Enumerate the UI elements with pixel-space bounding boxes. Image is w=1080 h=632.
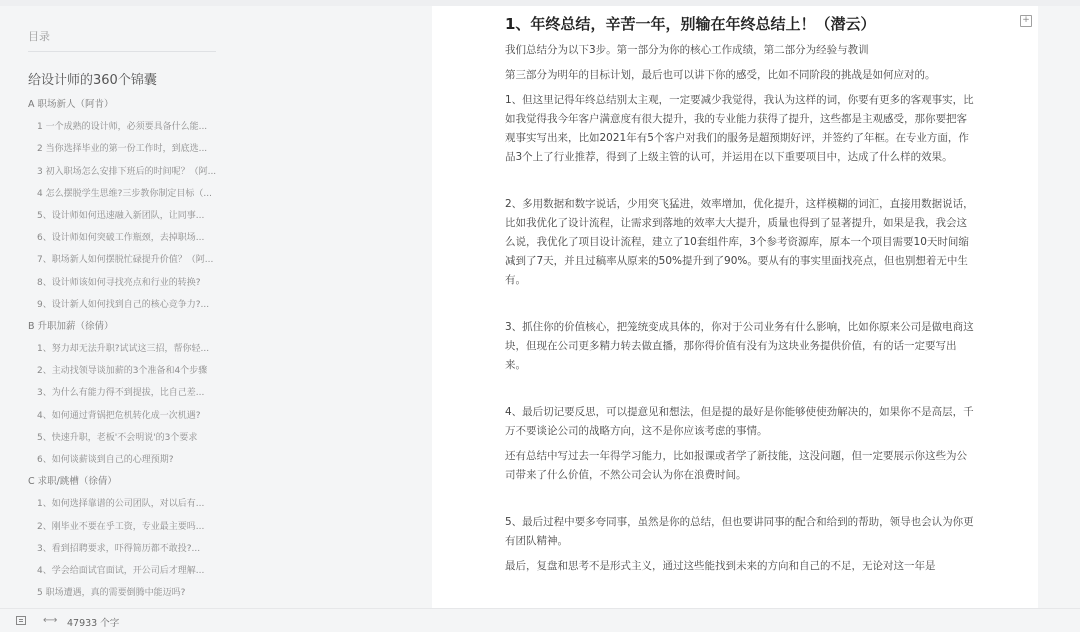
toc-heading[interactable]: 给设计师的360个锦囊 [28, 73, 157, 88]
toc-item[interactable]: 7、职场新人如何摆脱忙碌提升价值？（阿... [37, 255, 214, 266]
doc-heading: 1、年终总结，辛苦一年，别输在年终总结上！（潜云） [505, 15, 876, 33]
paragraph: 我们总结分为以下3步。第一部分为你的核心工作成绩，第二部分为经验与教训 [505, 44, 869, 56]
toc-item[interactable]: 2、刚毕业不要在乎工资，专业最主要吗... [37, 521, 205, 532]
toc-item[interactable]: 6、设计师如何突破工作瓶颈，去掉职场... [37, 233, 205, 244]
paragraph: 5、最后过程中要多夸同事，虽然是你的总结，但也要讲同事的配合和给到的帮助，领导也会认为你更有团队精神。 [505, 516, 974, 547]
toc-item[interactable]: 1 一个成熟的设计师，必须要具备什么能... [37, 122, 208, 133]
paragraph: 3、抓住你的价值核心，把笼统变成具体的，你对于公司业务有什么影响，比如你原来公司是做电商这块，但现在公司更多精力转去做直播，那你得价值有没有为这块业务提供价值，有的话一定要写出来。 [505, 321, 974, 371]
toc-section[interactable]: C 求职/跳槽（徐倩） [28, 476, 117, 488]
paragraph-gap [505, 491, 975, 513]
toc-item[interactable]: 2 当你选择毕业的第一份工作时，到底选... [37, 144, 208, 155]
toc-item[interactable]: 1、如何选择靠谱的公司团队，对以后有... [37, 499, 205, 510]
toc-item[interactable]: 6、如何谈薪谈到自己的心理预期? [37, 455, 174, 465]
paragraph: 第三部分为明年的目标计划，最后也可以讲下你的感受，比如不同阶段的挑战是如何应对的。 [505, 69, 936, 81]
paragraph-gap [505, 381, 975, 403]
paragraph-gap [505, 173, 975, 195]
paragraph: 2、多用数据和数字说话，少用突飞猛进，效率增加，优化提升，这样模糊的词汇，直接用数据说话，比如我优化了设计流程，让需求到落地的效率大大提升，质量也得到了显著提升，如果是我，我会这么说，我优化了项目设计流程，建立了10套组件库，3个参考资源库，原本一个项目需要10天时间缩减到了7天，并且过稿率从原来的50%提升到了90%。要从有的事实里面找亮点，但也别想着无中生有。 [505, 198, 974, 286]
toc-section[interactable]: A 职场新人（阿肯） [28, 99, 114, 110]
outline-icon[interactable] [16, 616, 26, 625]
paragraph: 最后，复盘和思考不是形式主义，通过这些能找到未来的方向和自己的不足，无论对这一年是 [505, 560, 936, 572]
doc-body [505, 41, 975, 582]
paragraph: 1、但这里记得年终总结别太主观，一定要减少我觉得，我认为这样的词，你要有更多的客观事实，比如我觉得我今年客户满意度有很大提升，我的专业能力获得了提升，这些都是主观感受，那你要把客观事实写出来，比如2021年有5个客户对我们的服务是超预期好评，并签约了年框。在专业方面，作品3个上了行业推荐，得到了上级主管的认可，并运用在以下重要项目中，达成了什么样的效果。 [505, 94, 974, 163]
toc-item[interactable]: 3、为什么有能力得不到提拔，比自己差... [37, 388, 205, 399]
toc-item[interactable]: 3 初入职场怎么安排下班后的时间呢？（阿... [37, 166, 217, 177]
paragraph-gap [505, 296, 975, 318]
toc-sidebar [0, 6, 432, 608]
document-area [432, 6, 1038, 608]
toc-title: 目录 [28, 30, 50, 43]
toc-item[interactable]: 5、快速升职，老板'不会明说'的3个要求 [37, 432, 198, 443]
toc-item[interactable]: 5 职场遭遇，真的需要倒腾中能迈吗? [37, 588, 186, 599]
toc-item[interactable]: 8、设计师该如何寻找亮点和行业的转换? [37, 277, 201, 288]
expand-icon[interactable]: + [1020, 15, 1032, 27]
paragraph: 还有总结中写过去一年得学习能力，比如报课或者学了新技能，这没问题，但一定要展示你这些为公司带来了什么价值，不然公司会认为你在浪费时间。 [505, 450, 967, 481]
toc-section[interactable]: B 升职加薪（徐倩） [28, 320, 114, 332]
toc-item[interactable]: 4、如何通过背锅把危机转化成一次机遇? [37, 410, 201, 421]
toc-item[interactable]: 4、学会给面试官面试，开公司后才理解... [37, 565, 205, 576]
toc-divider [28, 51, 216, 52]
toc-item[interactable]: 5、设计师如何迅速融入新团队，让同事... [37, 210, 205, 221]
toc-item[interactable]: 3、看到招聘要求，吓得简历都不敢投?... [37, 543, 201, 554]
status-bar [0, 608, 1080, 632]
code-icon[interactable]: ⟷ [43, 615, 58, 626]
toc-item[interactable]: 4 怎么摆脱学生思维?三步教你制定目标（... [37, 188, 212, 199]
toc-item[interactable]: 2、主动找领导谈加薪的3个准备和4个步骤 [37, 366, 208, 377]
toc-list [0, 94, 432, 604]
toc-item[interactable]: 1、努力却无法升职?试试这三招，帮你轻... [37, 344, 210, 355]
word-count: 47933 个字 [67, 618, 120, 629]
paragraph: 4、最后切记要反思，可以提意见和想法，但是提的最好是你能够使使劲解决的，如果你不是高层，千万不要谈论公司的战略方向，这不是你应该考虑的事情。 [505, 406, 974, 437]
toc-item[interactable]: 9、设计新人如何找到自己的核心竞争力?... [37, 299, 210, 310]
